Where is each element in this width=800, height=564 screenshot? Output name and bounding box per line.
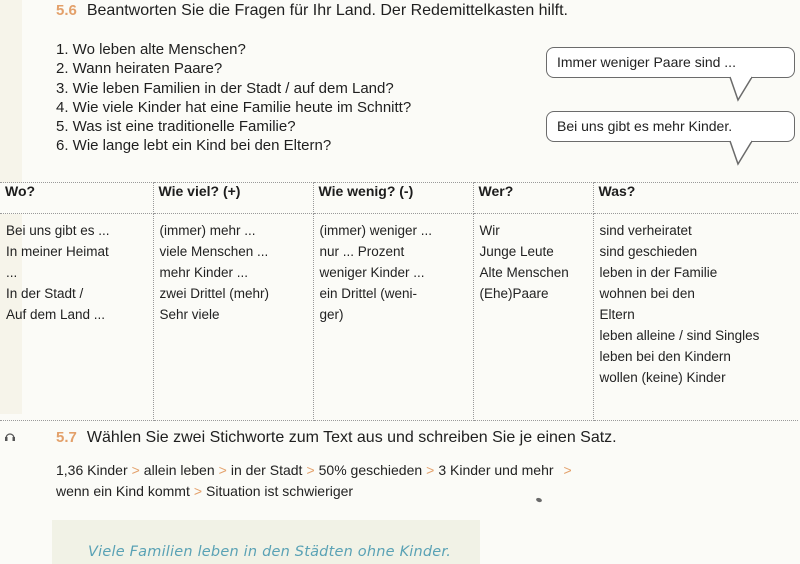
exercise-number: 5.7 xyxy=(56,429,77,446)
column-header: Wie viel? (+) xyxy=(153,183,313,214)
exercise-5-6-header xyxy=(56,2,568,20)
exercise-title: Beantworten Sie die Fragen für Ihr Land. Der Redemittelkasten hilft. xyxy=(86,2,568,19)
keyword-line xyxy=(56,481,576,502)
keyword: in der Stadt xyxy=(230,462,303,478)
keyword: 1,36 Kinder xyxy=(56,462,128,478)
phrase: ein Drittel (weni- xyxy=(319,286,418,301)
question-item: 4. Wie viele Kinder hat eine Familie heute im Schnitt? xyxy=(56,98,412,116)
arrow-separator-icon: > xyxy=(563,462,572,478)
keyword: Situation ist schwieriger xyxy=(206,482,354,499)
phrase: viele Menschen ... xyxy=(159,244,269,259)
question-item: 6. Wie lange lebt ein Kind bei den Eltern? xyxy=(56,137,332,155)
keyword: allein leben xyxy=(143,462,215,478)
phrase: sind verheiratet xyxy=(599,223,692,238)
arrow-separator-icon: > xyxy=(193,482,203,499)
headphones-audio-icon xyxy=(4,430,16,442)
keyword: 50% geschieden xyxy=(318,462,423,478)
keyword-list xyxy=(56,460,576,501)
phrase: leben bei den Kindern xyxy=(599,349,731,364)
phrase: In meiner Heimat xyxy=(6,244,109,259)
phrase: wohnen bei den xyxy=(599,286,695,301)
question-list xyxy=(56,40,411,156)
example-answer: Viele Familien leben in den Städten ohne Kinder. xyxy=(88,544,452,560)
phrase: Sehr viele xyxy=(159,307,220,322)
phrase: In der Stadt / xyxy=(6,286,84,301)
phrase: nur ... Prozent xyxy=(319,244,405,259)
speech-bubble-tail-icon xyxy=(728,140,754,166)
arrow-separator-icon: > xyxy=(426,462,435,478)
phrase: Auf dem Land ... xyxy=(6,307,106,322)
question-item: 1. Wo leben alte Menschen? xyxy=(56,41,246,58)
phrase: Alte Menschen xyxy=(479,265,569,280)
table-cell-wie-viel xyxy=(153,214,313,421)
column-header: Was? xyxy=(593,183,798,214)
table-cell-wo xyxy=(0,214,153,421)
phrase: ger) xyxy=(319,307,344,322)
arrow-separator-icon: > xyxy=(306,462,315,478)
phrase: zwei Drittel (mehr) xyxy=(159,286,270,301)
phrase: mehr Kinder ... xyxy=(159,265,249,280)
phrase: ... xyxy=(6,265,18,280)
phrase: leben alleine / sind Singles xyxy=(599,328,760,343)
keyword: 3 Kinder und mehr xyxy=(438,462,554,478)
phrase: weniger Kinder ... xyxy=(319,265,425,280)
phrase: Eltern xyxy=(599,307,635,322)
phrase: (immer) weniger ... xyxy=(319,223,433,238)
keyword: wenn ein Kind kommt xyxy=(56,482,190,499)
column-header: Wie wenig? (-) xyxy=(313,183,473,214)
question-item: 2. Wann heiraten Paare? xyxy=(56,60,223,78)
column-header: Wo? xyxy=(0,183,153,214)
table-cell-wie-wenig xyxy=(313,214,473,421)
arrow-separator-icon: > xyxy=(218,462,227,478)
keyword-line xyxy=(56,460,576,481)
phrase: Junge Leute xyxy=(479,244,554,259)
column-header: Wer? xyxy=(473,183,593,214)
exercise-5-7-header xyxy=(56,429,617,447)
phrase: (immer) mehr ... xyxy=(159,223,256,238)
question-item: 5. Was ist eine traditionelle Familie? xyxy=(56,118,296,136)
arrow-separator-icon: > xyxy=(131,462,140,478)
table-cell-wer xyxy=(473,214,593,421)
phrase: (Ehe)Paare xyxy=(479,286,549,301)
table-cell-was xyxy=(593,214,798,421)
phrase: sind geschieden xyxy=(599,244,698,259)
phrase: Bei uns gibt es ... xyxy=(6,223,110,238)
table-header-row xyxy=(0,183,798,214)
redemittel-table xyxy=(0,182,798,421)
phrase: Wir xyxy=(479,223,500,238)
exercise-title: Wählen Sie zwei Stichworte zum Text aus und schreiben Sie je einen Satz. xyxy=(86,429,617,446)
question-item: 3. Wie leben Familien in der Stadt / auf dem Land? xyxy=(56,79,394,97)
table-row xyxy=(0,214,798,421)
phrase: wollen (keine) Kinder xyxy=(599,370,726,385)
speech-bubble: Immer weniger Paare sind ... xyxy=(546,47,795,78)
speech-bubble-tail-icon xyxy=(728,76,754,102)
exercise-number: 5.6 xyxy=(56,2,77,19)
phrase: leben in der Familie xyxy=(599,265,718,280)
speech-bubble: Bei uns gibt es mehr Kinder. xyxy=(546,111,795,142)
